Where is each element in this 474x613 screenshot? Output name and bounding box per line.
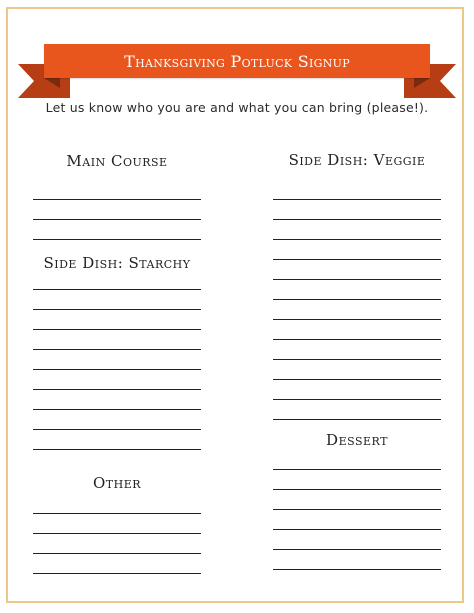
main-course-signup-line[interactable] xyxy=(33,199,201,200)
side-starchy-signup-line[interactable] xyxy=(33,309,201,310)
side-starchy-signup-line[interactable] xyxy=(33,329,201,330)
side-starchy-signup-line[interactable] xyxy=(33,389,201,390)
other-signup-line[interactable] xyxy=(33,573,201,574)
side-starchy-signup-line[interactable] xyxy=(33,349,201,350)
side-veggie-signup-line[interactable] xyxy=(273,319,441,320)
side-veggie-signup-line[interactable] xyxy=(273,379,441,380)
side-veggie-signup-line[interactable] xyxy=(273,339,441,340)
side-veggie-signup-line[interactable] xyxy=(273,279,441,280)
dessert-signup-line[interactable] xyxy=(273,529,441,530)
side-veggie-signup-line[interactable] xyxy=(273,359,441,360)
other-signup-line[interactable] xyxy=(33,533,201,534)
ribbon-fold-left xyxy=(44,78,60,88)
side-veggie-signup-line[interactable] xyxy=(273,419,441,420)
side-starchy-signup-line[interactable] xyxy=(33,369,201,370)
side-veggie-signup-line[interactable] xyxy=(273,199,441,200)
side-starchy-signup-line[interactable] xyxy=(33,429,201,430)
side-veggie-signup-line[interactable] xyxy=(273,219,441,220)
side-starchy-signup-line[interactable] xyxy=(33,449,201,450)
side-dish-veggie-heading: Side Dish: Veggie xyxy=(288,151,426,169)
side-dish-starchy-heading: Side Dish: Starchy xyxy=(43,254,191,272)
other-signup-line[interactable] xyxy=(33,513,201,514)
dessert-heading: Dessert xyxy=(326,431,388,449)
intro-text: Let us know who you are and what you can bring (please!). xyxy=(45,100,429,115)
ribbon-fold-right xyxy=(414,78,430,88)
dessert-signup-line[interactable] xyxy=(273,489,441,490)
main-course-signup-line[interactable] xyxy=(33,219,201,220)
side-veggie-signup-line[interactable] xyxy=(273,239,441,240)
page-title: Thanksgiving Potluck Signup xyxy=(124,51,350,71)
main-course-heading: Main Course xyxy=(66,152,168,170)
dessert-signup-line[interactable] xyxy=(273,549,441,550)
side-starchy-signup-line[interactable] xyxy=(33,409,201,410)
side-starchy-signup-line[interactable] xyxy=(33,289,201,290)
side-veggie-signup-line[interactable] xyxy=(273,299,441,300)
main-course-signup-line[interactable] xyxy=(33,239,201,240)
dessert-signup-line[interactable] xyxy=(273,509,441,510)
dessert-signup-line[interactable] xyxy=(273,569,441,570)
other-heading: Other xyxy=(92,474,142,492)
side-veggie-signup-line[interactable] xyxy=(273,259,441,260)
dessert-signup-line[interactable] xyxy=(273,469,441,470)
other-signup-line[interactable] xyxy=(33,553,201,554)
side-veggie-signup-line[interactable] xyxy=(273,399,441,400)
title-banner xyxy=(44,44,430,78)
